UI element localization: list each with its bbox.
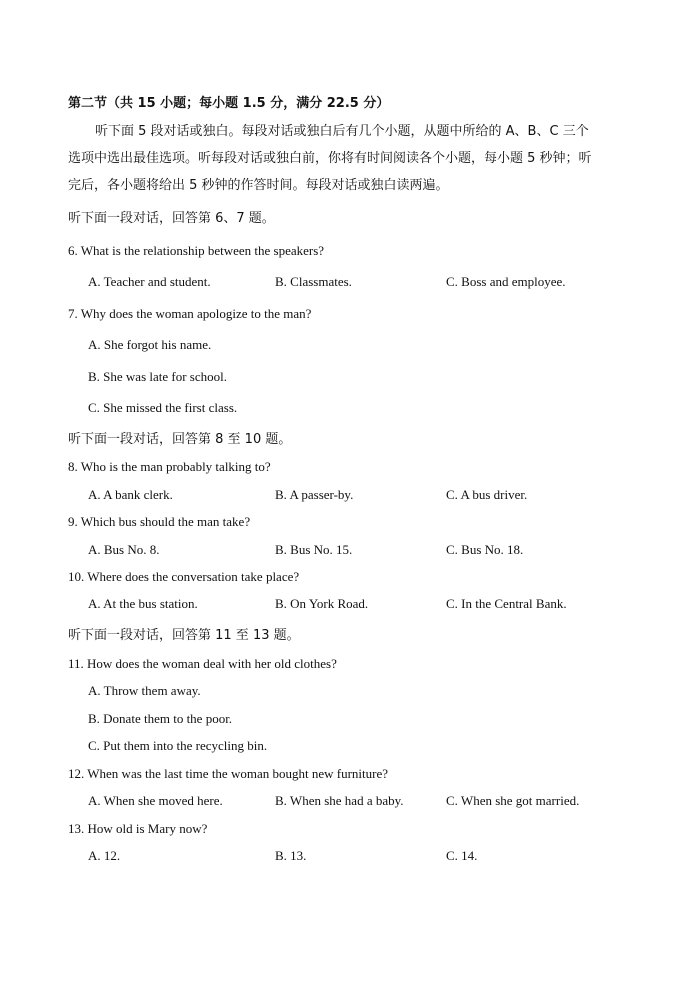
question-stem: 8. Who is the man probably talking to? — [68, 459, 271, 474]
option-c[interactable]: C. In the Central Bank. — [446, 596, 567, 611]
option-c[interactable]: C. A bus driver. — [446, 487, 528, 502]
question-stem: 7. Why does the woman apologize to the man? — [68, 306, 312, 321]
instructions-line-1: 听下面 5 段对话或独白。每段对话或独白后有几个小题，从题中所给的 A、B、C 三个 — [95, 124, 589, 139]
option-c[interactable]: C. She missed the first class. — [88, 400, 238, 415]
question-stem: 6. What is the relationship between the speakers? — [68, 243, 325, 258]
option-b[interactable]: B. Classmates. — [275, 274, 352, 289]
question-stem: 10. Where does the conversation take place? — [68, 569, 300, 584]
group-intro: 听下面一段对话，回答第 11 至 13 题。 — [68, 628, 300, 643]
question-stem: 12. When was the last time the woman bought new furniture? — [68, 766, 388, 781]
option-b[interactable]: B. A passer-by. — [275, 487, 354, 502]
option-a[interactable]: A. A bank clerk. — [88, 487, 173, 502]
instructions-line-3: 完后，各小题将给出 5 秒钟的作答时间。每段对话或独白读两遍。 — [68, 178, 449, 193]
instructions-line-2: 选项中选出最佳选项。听每段对话或独白前，你将有时间阅读各个小题，每小题 5 秒钟；听 — [68, 151, 592, 166]
question-stem: 13. How old is Mary now? — [68, 821, 208, 836]
group-intro: 听下面一段对话，回答第 8 至 10 题。 — [68, 432, 292, 447]
section-heading: 第二节（共 15 小题；每小题 1.5 分，满分 22.5 分） — [68, 96, 390, 111]
option-c[interactable]: C. Boss and employee. — [446, 274, 566, 289]
option-a[interactable]: A. Bus No. 8. — [88, 542, 160, 557]
option-c[interactable]: C. Bus No. 18. — [446, 542, 524, 557]
option-b[interactable]: B. She was late for school. — [88, 369, 228, 384]
option-b[interactable]: B. 13. — [275, 848, 307, 863]
option-a[interactable]: A. When she moved here. — [88, 793, 223, 808]
option-a[interactable]: A. She forgot his name. — [88, 337, 212, 352]
option-b[interactable]: B. Donate them to the poor. — [88, 711, 233, 726]
group-intro: 听下面一段对话，回答第 6、7 题。 — [68, 211, 275, 226]
option-b[interactable]: B. On York Road. — [275, 596, 369, 611]
option-b[interactable]: B. Bus No. 15. — [275, 542, 353, 557]
question-stem: 11. How does the woman deal with her old clothes? — [68, 656, 337, 671]
option-b[interactable]: B. When she had a baby. — [275, 793, 404, 808]
option-a[interactable]: A. Teacher and student. — [88, 274, 211, 289]
question-stem: 9. Which bus should the man take? — [68, 514, 251, 529]
option-c[interactable]: C. When she got married. — [446, 793, 580, 808]
option-a[interactable]: A. At the bus station. — [88, 596, 198, 611]
option-a[interactable]: A. 12. — [88, 848, 121, 863]
option-c[interactable]: C. Put them into the recycling bin. — [88, 738, 268, 753]
option-c[interactable]: C. 14. — [446, 848, 478, 863]
option-a[interactable]: A. Throw them away. — [88, 683, 201, 698]
